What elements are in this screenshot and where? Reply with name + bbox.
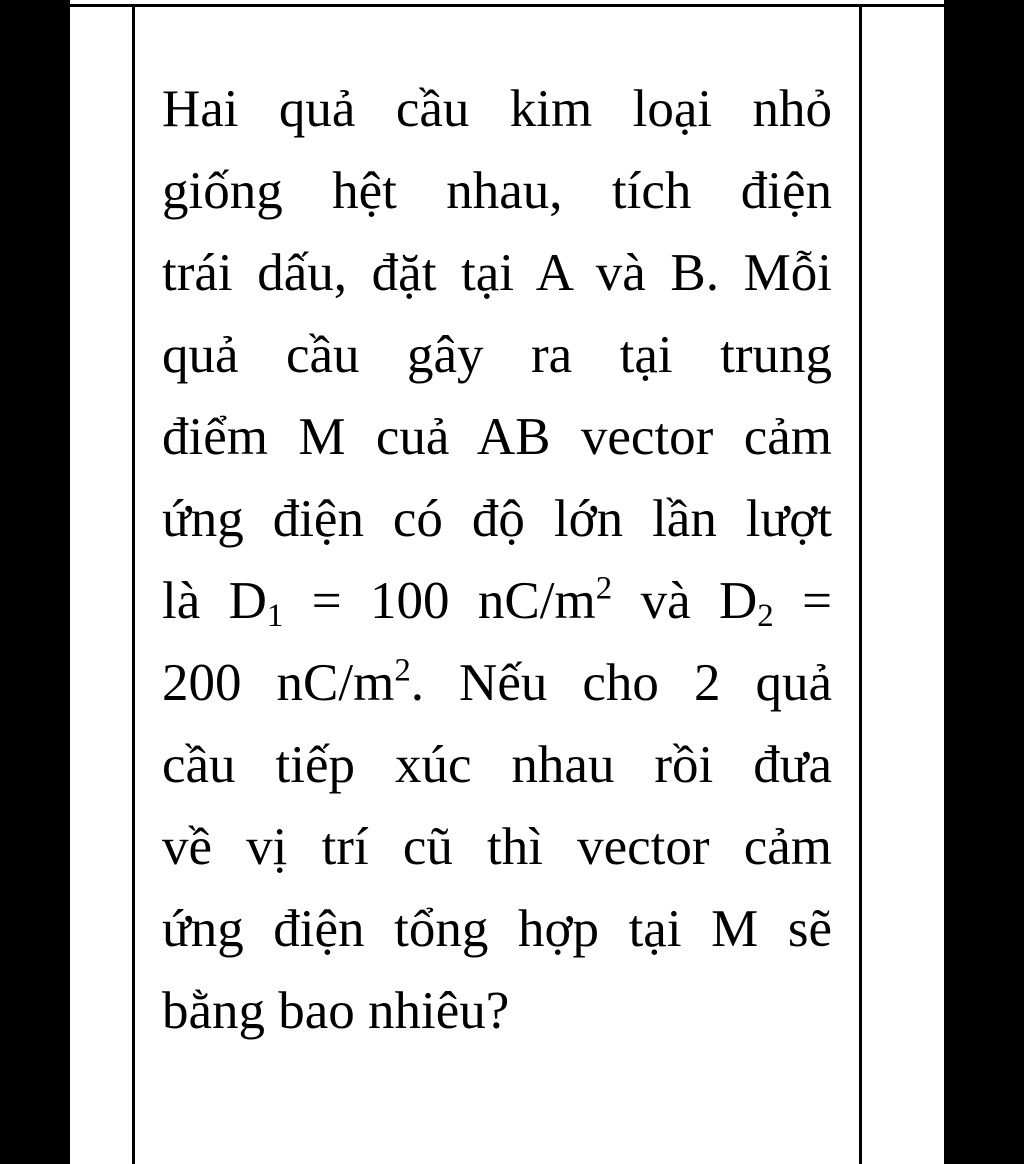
- question-line-2: giống hệt nhau, tích điện: [162, 162, 832, 220]
- document-page: [70, 0, 944, 1164]
- right-border-line: [859, 4, 862, 1164]
- question-line-6: ứng điện có độ lớn lần lượt: [162, 490, 832, 548]
- question-line-3: trái dấu, đặt tại A và B. Mỗi: [162, 244, 832, 302]
- question-line-1: Hai quả cầu kim loại nhỏ: [162, 80, 832, 138]
- d1-value: = 100 nC/m: [283, 572, 596, 630]
- d2-label: và D: [612, 572, 758, 630]
- question-line-9: cầu tiếp xúc nhau rồi đưa: [162, 736, 832, 794]
- question-line-12: bằng bao nhiêu?: [162, 982, 510, 1040]
- question-text: [162, 68, 832, 1052]
- question-line-7: [162, 560, 832, 642]
- top-border-line: [70, 4, 944, 7]
- d2-unit-exponent: 2: [394, 652, 411, 689]
- d2-equals: =: [773, 572, 832, 630]
- d1-unit-exponent: 2: [595, 570, 613, 607]
- question-line-8: [162, 642, 832, 724]
- d2-subscript: 2: [757, 598, 774, 635]
- left-border-line: [132, 4, 135, 1164]
- d2-value: 200 nC/m: [162, 654, 395, 712]
- question-line-10: về vị trí cũ thì vector cảm: [162, 818, 832, 876]
- question-line-8-rest: . Nếu cho 2 quả: [410, 654, 832, 712]
- question-line-11: ứng điện tổng hợp tại M sẽ: [162, 900, 832, 958]
- question-line-4: quả cầu gây ra tại trung: [162, 326, 832, 384]
- d1-label: là D: [162, 572, 267, 630]
- question-line-5: điểm M cuả AB vector cảm: [162, 408, 832, 466]
- d1-subscript: 1: [266, 598, 284, 635]
